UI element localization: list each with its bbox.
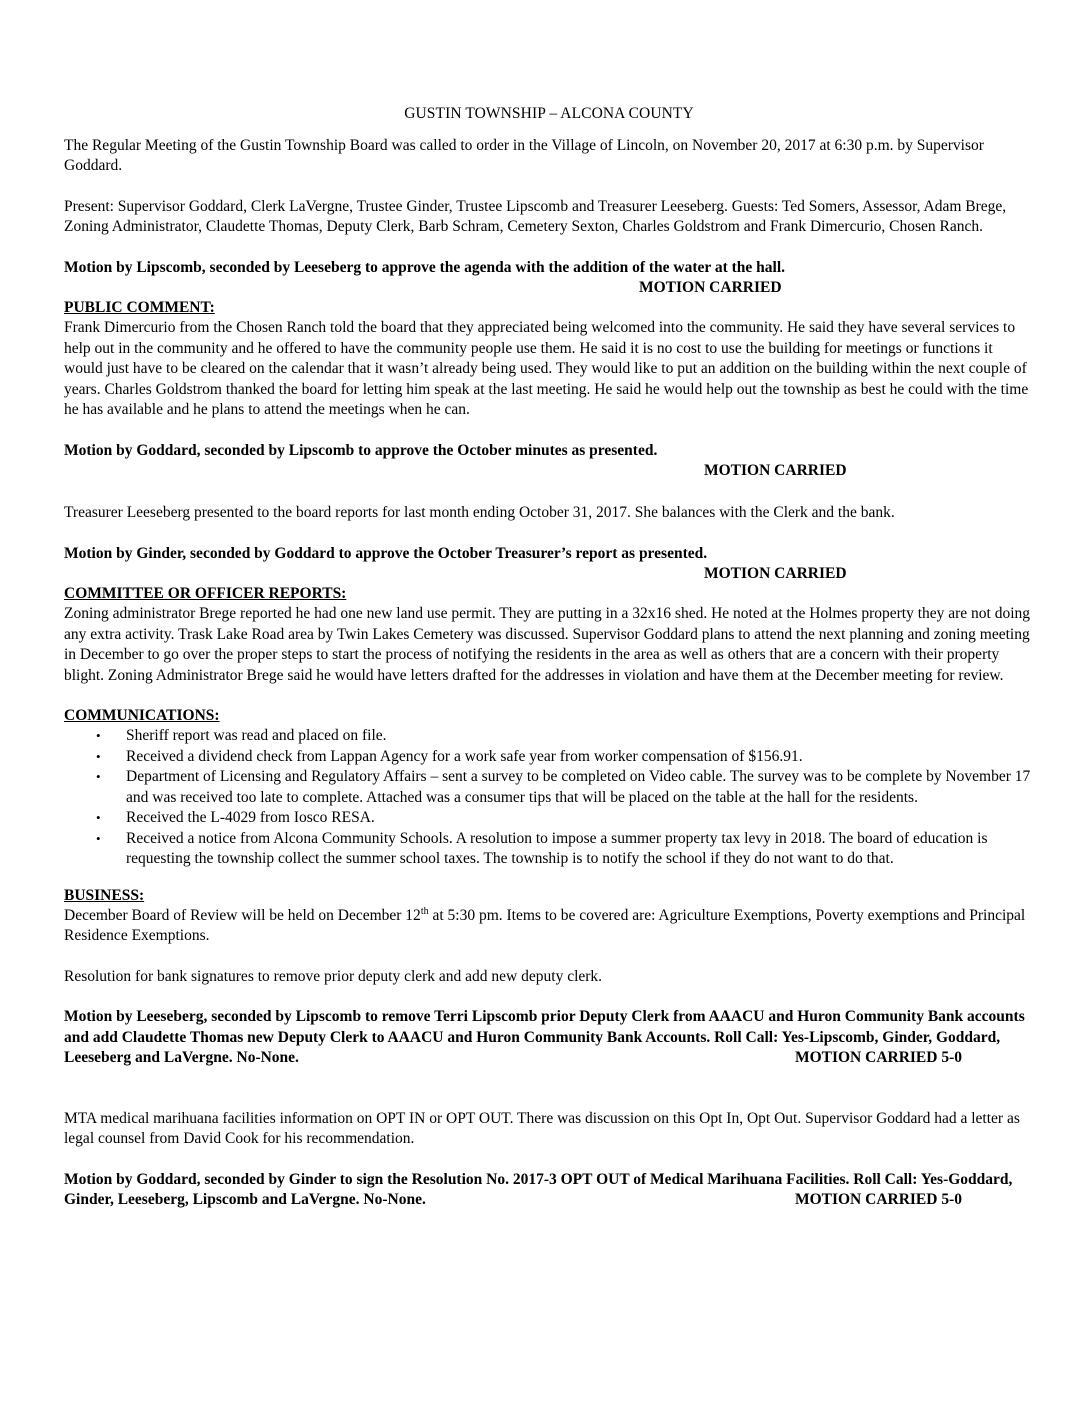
motion-treasurer-report: Motion by Ginder, seconded by Goddard to approve the October Treasurer’s report as presented.: [64, 544, 708, 562]
public-comment-text: Frank Dimercurio from the Chosen Ranch told the board that they appreciated being welcomed into the community. He said they have several services to help out in the community and he offered to have the community people use them. He said it is no cost to use the building for meetings or functions it would just have to be cleared on the calendar that it wasn’t already being used. They would like to put an addition on the building within the next couple of years. Charles Goldstrom thanked the board for letting him speak at the last meeting. He said he would help out the township as best he could with the time he has available and he plans to attend the meetings when he can.: [64, 319, 1029, 418]
bullet-icon: •: [96, 810, 101, 825]
motion-marihuana-opt-out: Motion by Goddard, seconded by Ginder to sign the Resolution No. 2017-3 OPT OUT of Medical Marihuana Facilities. Roll Call: Yes-Goddard, Ginder, Leeseberg, Lipscomb and LaVergne. No-None. MOTION CARRIED 5-0: [64, 1170, 1034, 1211]
committee-heading: COMMITTEE OR OFFICER REPORTS:: [64, 585, 347, 602]
communications-heading: COMMUNICATIONS:: [64, 707, 220, 724]
business-heading: BUSINESS:: [64, 886, 145, 904]
motion-treasurer-report-result: MOTION CARRIED: [704, 565, 847, 582]
document-title: GUSTIN TOWNSHIP – ALCONA COUNTY: [404, 105, 694, 122]
list-item: • Department of Licensing and Regulatory Affairs – sent a survey to be completed on Video cable. The survey was to be complete by November 17 and was received too late to complete. Attached was a consumer tips that will be placed on the table at the hall for the residents.: [96, 768, 1031, 806]
motion-bank-accounts: Motion by Leeseberg, seconded by Lipscomb to remove Terri Lipscomb prior Deputy Clerk from AAACU and Huron Community Bank accounts and add Claudette Thomas new Deputy Clerk to AAACU and Huron Community Bank Accounts. Roll Call: Yes-Lipscomb, Ginder, Goddard, Leeseberg and LaVergne. No-None. MOTION CARRIED 5-0: [64, 1007, 1034, 1069]
motion-minutes-result: MOTION CARRIED: [704, 462, 847, 479]
list-item: • Received a dividend check from Lappan Agency for a work safe year from worker compensation of $156.91.: [126, 747, 1034, 768]
public-comment-heading: PUBLIC COMMENT:: [64, 299, 215, 316]
motion-agenda: Motion by Lipscomb, seconded by Leeseberg to approve the agenda with the addition of the water at the hall.: [64, 258, 786, 276]
board-of-review-paragraph: December Board of Review will be held on December 12th at 5:30 pm. Items to be covered are: Agriculture Exemptions, Poverty exemptions and Principal Residence Exemptions.: [64, 905, 1026, 944]
motion-bank-accounts-result: MOTION CARRIED 5-0: [794, 1049, 962, 1066]
committee-text: Zoning administrator Brege reported he had one new land use permit. They are putting in a 32x16 shed. He noted at the Holmes property they are not doing any extra activity. Trask Lake Road area by Twin Lakes Cemetery was discussed. Supervisor Goddard plans to attend the next planning and zoning meeting in December to go over the proper steps to start the process of notifying the residents in the area as well as others that are a concern with their property blight. Zoning Administrator Brege said he would have letters drafted for the addresses in violation and have them at the December meeting for review.: [64, 605, 1031, 684]
treasurer-paragraph: Treasurer Leeseberg presented to the board reports for last month ending October 31, 2017. She balances with the Clerk and the bank.: [64, 504, 895, 521]
bullet-icon: •: [96, 748, 101, 764]
intro-paragraph: The Regular Meeting of the Gustin Township Board was called to order in the Village of Lincoln, on November 20, 2017 at 6:30 p.m. by Supervisor Goddard.: [64, 136, 984, 174]
motion-marihuana-opt-out-result: MOTION CARRIED 5-0: [794, 1191, 962, 1208]
bullet-icon: •: [96, 830, 101, 846]
minutes-page: [64, 104, 1034, 1211]
attendance-paragraph: Present: Supervisor Goddard, Clerk LaVergne, Trustee Ginder, Trustee Lipscomb and Treasurer Leeseberg. Guests: Ted Somers, Assessor, Adam Brege, Zoning Administrator, Claudette Thomas, Deputy Clerk, Barb Schram, Cemetery Sexton, Charles Goldstrom and Frank Dimercurio, Chosen Ranch.: [64, 197, 1007, 235]
list-item: • Received the L-4029 from Iosco RESA.: [126, 808, 1034, 829]
bullet-icon: •: [96, 769, 101, 784]
motion-agenda-result: MOTION CARRIED: [639, 279, 782, 296]
mta-paragraph: MTA medical marihuana facilities information on OPT IN or OPT OUT. There was discussion on this Opt In, Opt Out. Supervisor Goddard had a letter as legal counsel from David Cook for his recommendation.: [64, 1109, 1020, 1147]
communications-list: [64, 726, 1034, 870]
resolution-paragraph: Resolution for bank signatures to remove prior deputy clerk and add new deputy clerk.: [64, 967, 603, 985]
list-item: • Sheriff report was read and placed on file.: [126, 726, 1034, 747]
bullet-icon: •: [96, 728, 101, 743]
motion-minutes: Motion by Goddard, seconded by Lipscomb to approve the October minutes as presented.: [64, 441, 658, 459]
list-item: • Received a notice from Alcona Community Schools. A resolution to impose a summer property tax levy in 2018. The board of education is requesting the township collect the summer school taxes. The township is to notify the school if they do not want to do that.: [96, 829, 988, 867]
